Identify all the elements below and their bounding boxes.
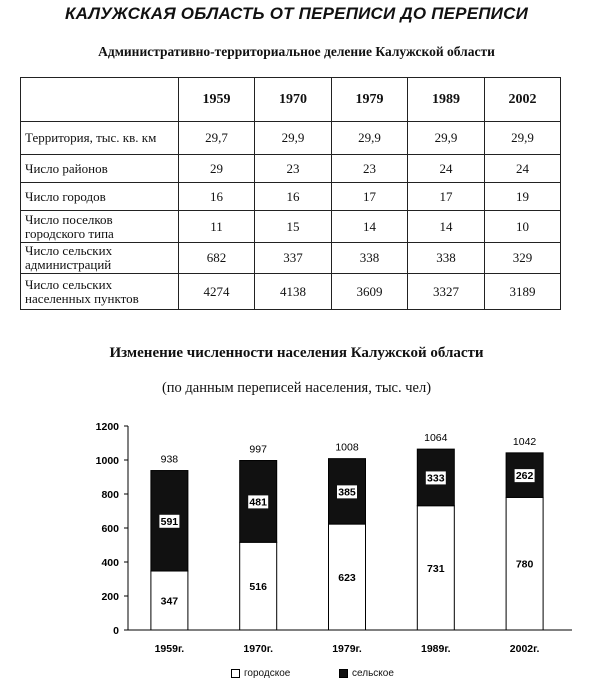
table-cell: 14 (332, 211, 408, 243)
bar-label-rural: 591 (160, 515, 179, 528)
table-cell: 23 (332, 155, 408, 183)
table-header-year: 2002 (485, 78, 561, 122)
y-tick-label: 200 (101, 591, 119, 603)
legend-swatch-urban (231, 669, 240, 678)
x-category-label: 1979г. (332, 643, 362, 655)
bar-label-urban: 516 (249, 581, 267, 594)
bar-total-label: 1064 (424, 432, 448, 445)
x-category-label: 2002г. (509, 643, 540, 655)
chart-subtitle: (по данным переписей населения, тыс. чел) (161, 380, 432, 396)
table-cell: 4274 (179, 274, 255, 310)
table-header-empty (21, 78, 179, 122)
legend-item-rural (339, 668, 394, 679)
row-label: Число поселков городского типа (21, 211, 179, 243)
table-row (21, 274, 561, 310)
legend-label: городское (244, 668, 291, 679)
table-cell: 29,7 (179, 122, 255, 155)
row-label: Число районов (21, 155, 179, 183)
table-cell: 3327 (408, 274, 485, 310)
table-cell: 3609 (332, 274, 408, 310)
table-row (21, 211, 561, 243)
row-label: Число сельских населенных пунктов (21, 274, 179, 310)
table-cell: 14 (408, 211, 485, 243)
bar-label-urban: 623 (338, 572, 356, 585)
table-cell: 329 (485, 243, 561, 274)
table-cell: 29,9 (332, 122, 408, 155)
table-cell: 17 (408, 183, 485, 211)
bar-label-rural: 333 (427, 472, 445, 485)
chart-title: Изменение численности населения Калужской области (109, 345, 484, 361)
y-tick-label: 0 (113, 625, 119, 637)
table-cell: 29,9 (255, 122, 332, 155)
table-cell: 15 (255, 211, 332, 243)
chart-legend (0, 668, 593, 684)
bar-label-rural: 481 (249, 496, 267, 509)
row-label: Число городов (21, 183, 179, 211)
table-header-year: 1959 (179, 78, 255, 122)
bar-total-label: 1042 (512, 435, 537, 448)
bar-total-label: 1008 (335, 441, 359, 454)
table-cell: 682 (179, 243, 255, 274)
row-label: Число сельских администраций (21, 243, 179, 274)
table-row (21, 155, 561, 183)
table-title: Административно-территориальное деление Калужской области (98, 44, 495, 59)
table-cell: 24 (408, 155, 485, 183)
table-cell: 19 (485, 183, 561, 211)
bar-total-label: 997 (249, 443, 267, 456)
y-tick-label: 1000 (95, 455, 119, 467)
bar-total-label: 938 (160, 453, 179, 466)
admin-division-table (20, 77, 561, 310)
legend-item-urban (231, 668, 290, 679)
row-label: Территория, тыс. кв. км (21, 122, 179, 155)
legend-swatch-rural (339, 669, 348, 678)
table-cell: 23 (255, 155, 332, 183)
table-cell: 17 (332, 183, 408, 211)
table-cell: 16 (255, 183, 332, 211)
y-tick-label: 800 (101, 489, 119, 501)
table-header-row (21, 78, 561, 122)
legend-label: сельское (352, 668, 394, 679)
table-row (21, 122, 561, 155)
y-tick-label: 1200 (95, 421, 119, 433)
page-title: КАЛУЖСКАЯ ОБЛАСТЬ ОТ ПЕРЕПИСИ ДО ПЕРЕПИСИ (64, 4, 529, 23)
bar-label-rural: 385 (338, 486, 356, 499)
table-cell: 4138 (255, 274, 332, 310)
table-row (21, 183, 561, 211)
table-row (21, 243, 561, 274)
table-cell: 24 (485, 155, 561, 183)
table-cell: 338 (408, 243, 485, 274)
bar-label-urban: 780 (515, 558, 534, 571)
table-cell: 10 (485, 211, 561, 243)
y-tick-label: 600 (101, 523, 119, 535)
bar-label-rural: 262 (515, 470, 534, 483)
table-cell: 16 (179, 183, 255, 211)
table-cell: 11 (179, 211, 255, 243)
table-cell: 29,9 (408, 122, 485, 155)
y-tick-label: 400 (101, 557, 119, 569)
table-header-year: 1989 (408, 78, 485, 122)
table-cell: 29,9 (485, 122, 561, 155)
x-category-label: 1989г. (420, 643, 451, 655)
table-header-year: 1970 (255, 78, 332, 122)
bar-label-urban: 731 (427, 562, 445, 575)
table-cell: 3189 (485, 274, 561, 310)
table-cell: 29 (179, 155, 255, 183)
x-category-label: 1959г. (154, 643, 185, 655)
table-header-year: 1979 (332, 78, 408, 122)
table-cell: 337 (255, 243, 332, 274)
table-cell: 338 (332, 243, 408, 274)
x-category-label: 1970г. (243, 643, 274, 655)
population-chart (0, 410, 593, 665)
bar-label-urban: 347 (160, 595, 179, 608)
